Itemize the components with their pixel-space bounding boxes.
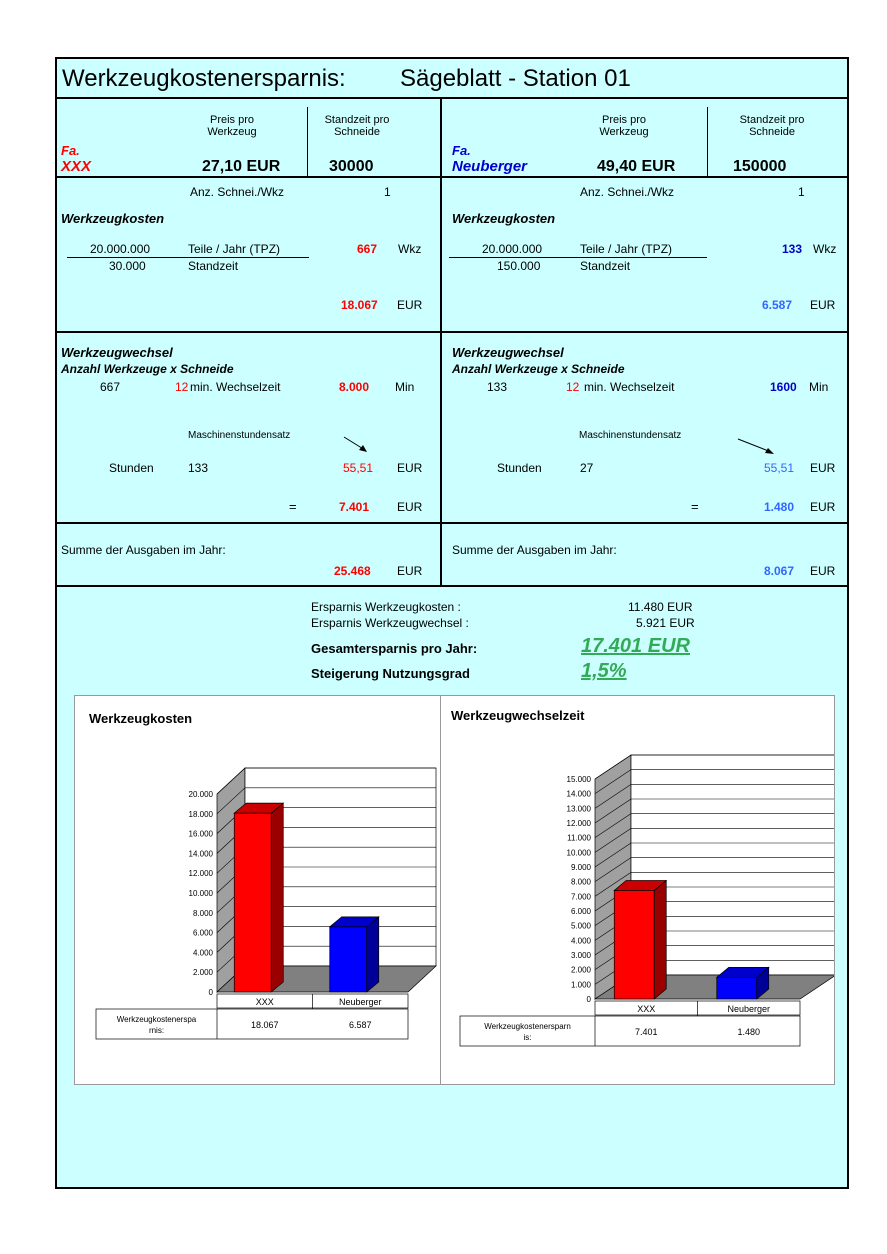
right-msr-label: Maschinenstundensatz: [579, 430, 682, 441]
divider: [57, 331, 440, 333]
worksheet: [55, 57, 849, 1189]
left-summe-eur: EUR: [397, 564, 423, 578]
chart-title: Werkzeugkosten: [89, 711, 193, 726]
left-wkz-count: 667: [357, 242, 378, 256]
right-anz-label: Anz. Schnei./Wkz: [580, 185, 675, 199]
left-fa-label: Fa.: [61, 143, 80, 158]
chart-table-series-label: Werkzeugkostenerspa: [116, 1015, 197, 1024]
ersparnis-ww-value: 5.921 EUR: [636, 616, 695, 630]
left-ww-eur: EUR: [397, 500, 423, 514]
left-msr-eur: EUR: [397, 461, 423, 475]
left-anz-value: 1: [384, 185, 391, 199]
right-summe: 8.067: [764, 564, 795, 578]
ersparnis-ww-label: Ersparnis Werkzeugwechsel :: [311, 616, 469, 630]
right-msr-value: 55,51: [764, 461, 795, 475]
chart-werkzeugkosten: [74, 695, 443, 1085]
chart-title: Werkzeugwechselzeit: [451, 708, 585, 723]
chart-y-tick-label: 4.000: [570, 936, 591, 946]
right-standzeit-label: Standzeit: [580, 259, 631, 273]
chart-x-tick-label: Neuberger: [727, 1004, 771, 1014]
arrow-icon: [737, 437, 777, 457]
chart-y-tick-label: 8.000: [192, 908, 213, 918]
left-wk-title: Werkzeugkosten: [61, 211, 165, 226]
chart-y-tick-label: 0: [586, 995, 591, 1004]
chart-data-label: 1.480: [737, 1027, 761, 1037]
left-ww-sub: Anzahl Werkzeuge x Schneide: [61, 362, 234, 376]
left-price-header: Preis pro Werkzeug: [207, 114, 257, 138]
left-msr-label: Maschinenstundensatz: [188, 430, 291, 441]
chart-y-tick-label: 15.000: [566, 775, 591, 784]
chart-werkzeugkosten-svg: [75, 696, 442, 1084]
right-min-unit: Min: [809, 380, 829, 394]
chart-data-label: 7.401: [634, 1027, 658, 1037]
gesamt-label: Gesamtersparnis pro Jahr:: [311, 641, 478, 656]
chart-y-tick-label: 14.000: [566, 789, 591, 799]
right-ww-title: Werkzeugwechsel: [452, 345, 564, 360]
left-company: XXX: [61, 158, 92, 175]
divider: [57, 522, 440, 524]
right-ww-total-min: 1600: [770, 380, 797, 394]
right-wk-sum: 6.587: [762, 298, 793, 312]
chart-bar-side: [367, 917, 379, 992]
center-divider: [440, 97, 442, 585]
left-ww-tools: 667: [100, 380, 121, 394]
divider: [440, 522, 849, 524]
left-life-header: Standzeit pro Schneide: [324, 114, 390, 138]
page-subtitle: Sägeblatt - Station 01: [400, 65, 631, 92]
right-parts-label: Teile / Jahr (TPZ): [580, 242, 673, 256]
chart-x-tick-label: XXX: [637, 1004, 656, 1014]
chart-bar: [717, 977, 757, 999]
chart-werkzeugwechselzeit: [440, 695, 835, 1085]
ersparnis-wk-value: 11.480 EUR: [628, 600, 693, 614]
chart-y-tick-label: 13.000: [566, 804, 591, 814]
chart-y-tick-label: 6.000: [570, 907, 591, 916]
right-ww-minutes: 12: [566, 380, 580, 394]
divider: [57, 585, 849, 587]
chart-y-tick-label: 6.000: [192, 928, 213, 938]
left-ww-title: Werkzeugwechsel: [61, 345, 173, 360]
chart-data-label: 6.587: [348, 1020, 372, 1030]
left-life: 30000: [329, 158, 374, 175]
right-ww-sub: Anzahl Werkzeuge x Schneide: [452, 362, 625, 376]
right-wk-eur: EUR: [810, 298, 836, 312]
right-parts: 20.000.000: [482, 242, 543, 256]
left-ww-sum: 7.401: [339, 500, 370, 514]
chart-x-tick-label: XXX: [255, 997, 274, 1007]
right-company: Neuberger: [452, 158, 528, 175]
right-ww-eur: EUR: [810, 500, 836, 514]
right-ww-min-label: min. Wechselzeit: [584, 380, 675, 394]
right-stunden-label: Stunden: [497, 461, 542, 475]
chart-y-tick-label: 0: [208, 988, 213, 997]
chart-bar: [234, 813, 271, 992]
page-title: Werkzeugkostenersparnis:: [62, 65, 346, 92]
right-summe-label: Summe der Ausgaben im Jahr:: [452, 543, 617, 557]
left-stunden-label: Stunden: [109, 461, 154, 475]
divider: [440, 176, 849, 178]
left-parts-label: Teile / Jahr (TPZ): [188, 242, 281, 256]
right-summe-eur: EUR: [810, 564, 836, 578]
right-wk-title: Werkzeugkosten: [452, 211, 556, 226]
chart-y-tick-label: 1.000: [570, 980, 591, 990]
left-eq: =: [289, 499, 297, 514]
chart-y-tick-label: 14.000: [188, 849, 213, 859]
chart-bar-side: [271, 803, 283, 992]
left-stunden: 133: [188, 461, 209, 475]
right-wkz-unit: Wkz: [813, 242, 837, 256]
right-ww-sum: 1.480: [764, 500, 795, 514]
left-standzeit: 30.000: [109, 259, 146, 273]
chart-werkzeugwechselzeit-svg: [441, 696, 834, 1084]
chart-y-tick-label: 9.000: [570, 863, 591, 872]
chart-y-tick-label: 18.000: [188, 809, 213, 819]
ersparnis-wk-label: Ersparnis Werkzeugkosten :: [311, 600, 461, 614]
chart-table-series-label: rnis:: [148, 1026, 165, 1035]
left-ww-total-min: 8.000: [339, 380, 370, 394]
chart-y-tick-label: 12.000: [188, 869, 213, 879]
right-standzeit: 150.000: [497, 259, 541, 273]
chart-y-tick-label: 8.000: [570, 877, 591, 887]
left-parts: 20.000.000: [90, 242, 151, 256]
right-ww-tools: 133: [487, 380, 508, 394]
right-eq: =: [691, 499, 699, 514]
right-wkz-count: 133: [782, 242, 803, 256]
right-header-sep: [707, 107, 708, 177]
chart-y-tick-label: 12.000: [566, 819, 591, 828]
chart-bar: [330, 927, 367, 992]
left-min-unit: Min: [395, 380, 415, 394]
chart-table-series-label: is:: [523, 1033, 532, 1042]
right-anz-value: 1: [798, 185, 805, 199]
chart-data-label: 18.067: [250, 1020, 279, 1030]
left-standzeit-label: Standzeit: [188, 259, 239, 273]
left-ww-minutes: 12: [175, 380, 189, 394]
chart-y-tick-label: 2.000: [570, 965, 591, 975]
chart-y-tick-label: 7.000: [570, 892, 591, 902]
chart-y-tick-label: 5.000: [570, 921, 591, 931]
fraction-line: [67, 257, 309, 258]
chart-bar-side: [654, 880, 666, 999]
chart-y-tick-label: 10.000: [188, 889, 213, 898]
left-summe: 25.468: [334, 564, 371, 578]
steigerung-value: 1,5%: [581, 660, 627, 682]
left-price: 27,10 EUR: [202, 158, 281, 175]
gesamt-value: 17.401 EUR: [581, 635, 690, 657]
left-wkz-unit: Wkz: [398, 242, 422, 256]
right-stunden: 27: [580, 461, 594, 475]
chart-bar: [614, 890, 654, 999]
chart-y-tick-label: 4.000: [192, 948, 213, 958]
chart-y-tick-label: 16.000: [188, 829, 213, 839]
left-msr-value: 55,51: [343, 461, 374, 475]
chart-x-tick-label: Neuberger: [338, 997, 382, 1007]
divider: [57, 176, 440, 178]
left-wk-eur: EUR: [397, 298, 423, 312]
left-header-sep: [307, 107, 308, 177]
divider: [57, 97, 849, 99]
left-wk-sum: 18.067: [341, 298, 378, 312]
left-ww-min-label: min. Wechselzeit: [190, 380, 281, 394]
right-msr-eur: EUR: [810, 461, 836, 475]
right-life: 150000: [733, 158, 787, 175]
chart-y-tick-label: 3.000: [570, 951, 591, 960]
chart-y-tick-label: 20.000: [188, 790, 213, 799]
right-fa-label: Fa.: [452, 143, 471, 158]
right-price-header: Preis pro Werkzeug: [599, 114, 649, 138]
fraction-line: [449, 257, 707, 258]
steigerung-label: Steigerung Nutzungsgrad: [311, 666, 470, 681]
right-life-header: Standzeit pro Schneide: [739, 114, 805, 138]
left-summe-label: Summe der Ausgaben im Jahr:: [61, 543, 226, 557]
chart-y-tick-label: 10.000: [566, 848, 591, 858]
left-anz-label: Anz. Schnei./Wkz: [190, 185, 285, 199]
divider: [440, 331, 849, 333]
chart-table-series-label: Werkzeugkostenersparn: [484, 1022, 571, 1031]
arrow-icon: [343, 435, 371, 455]
chart-y-tick-label: 11.000: [567, 833, 591, 843]
chart-y-tick-label: 2.000: [192, 968, 213, 978]
right-price: 49,40 EUR: [597, 158, 676, 175]
